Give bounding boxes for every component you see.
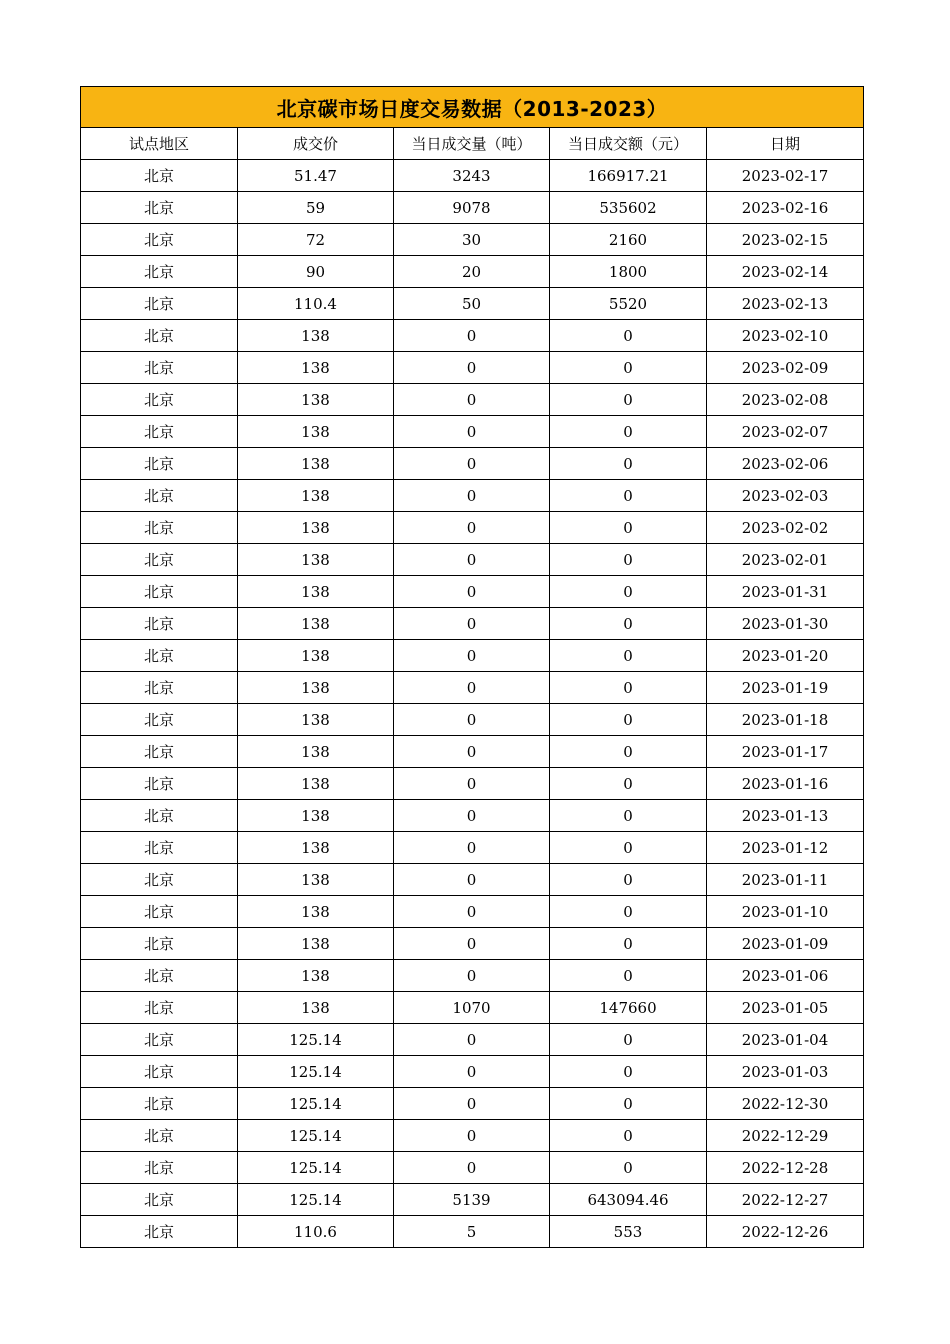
- cell-date: 2023-01-03: [707, 1056, 864, 1088]
- cell-volume: 0: [394, 608, 550, 640]
- cell-date: 2023-02-13: [707, 288, 864, 320]
- cell-date: 2023-01-10: [707, 896, 864, 928]
- table-title: 北京碳市场日度交易数据（2013-2023）: [81, 87, 864, 128]
- cell-price: 138: [238, 960, 394, 992]
- cell-region: 北京: [81, 576, 238, 608]
- cell-volume: 0: [394, 864, 550, 896]
- table-row: [81, 256, 864, 288]
- cell-price: 138: [238, 704, 394, 736]
- cell-region: 北京: [81, 672, 238, 704]
- cell-price: 125.14: [238, 1056, 394, 1088]
- table-row: [81, 832, 864, 864]
- table-row: [81, 352, 864, 384]
- table-row: [81, 1152, 864, 1184]
- table-row: [81, 992, 864, 1024]
- cell-price: 125.14: [238, 1024, 394, 1056]
- cell-amount: 147660: [550, 992, 707, 1024]
- cell-date: 2023-02-10: [707, 320, 864, 352]
- cell-volume: 0: [394, 928, 550, 960]
- cell-volume: 0: [394, 448, 550, 480]
- cell-volume: 0: [394, 384, 550, 416]
- cell-price: 138: [238, 544, 394, 576]
- cell-date: 2023-02-02: [707, 512, 864, 544]
- cell-amount: 166917.21: [550, 160, 707, 192]
- cell-volume: 0: [394, 480, 550, 512]
- table-row: [81, 1088, 864, 1120]
- cell-date: 2023-01-09: [707, 928, 864, 960]
- cell-amount: 0: [550, 736, 707, 768]
- cell-date: 2023-02-15: [707, 224, 864, 256]
- cell-volume: 1070: [394, 992, 550, 1024]
- cell-date: 2023-02-17: [707, 160, 864, 192]
- table-row: [81, 800, 864, 832]
- table-row: [81, 480, 864, 512]
- cell-date: 2023-02-07: [707, 416, 864, 448]
- cell-date: 2023-01-17: [707, 736, 864, 768]
- cell-amount: 0: [550, 672, 707, 704]
- cell-date: 2022-12-29: [707, 1120, 864, 1152]
- cell-amount: 0: [550, 1152, 707, 1184]
- cell-amount: 0: [550, 832, 707, 864]
- table-row: [81, 1024, 864, 1056]
- cell-amount: 0: [550, 896, 707, 928]
- cell-price: 138: [238, 384, 394, 416]
- cell-amount: 553: [550, 1216, 707, 1248]
- cell-date: 2023-02-01: [707, 544, 864, 576]
- cell-amount: 0: [550, 704, 707, 736]
- cell-price: 138: [238, 736, 394, 768]
- cell-price: 125.14: [238, 1184, 394, 1216]
- cell-price: 138: [238, 512, 394, 544]
- cell-date: 2023-01-06: [707, 960, 864, 992]
- cell-date: 2023-02-14: [707, 256, 864, 288]
- header-price: 成交价: [238, 128, 394, 160]
- cell-price: 51.47: [238, 160, 394, 192]
- cell-volume: 0: [394, 576, 550, 608]
- cell-volume: 0: [394, 1152, 550, 1184]
- table-row: [81, 672, 864, 704]
- cell-price: 138: [238, 416, 394, 448]
- cell-amount: 0: [550, 768, 707, 800]
- cell-volume: 0: [394, 1024, 550, 1056]
- cell-price: 110.4: [238, 288, 394, 320]
- table-row: [81, 736, 864, 768]
- cell-volume: 5: [394, 1216, 550, 1248]
- cell-price: 125.14: [238, 1088, 394, 1120]
- cell-region: 北京: [81, 448, 238, 480]
- cell-price: 138: [238, 864, 394, 896]
- table-row: [81, 1216, 864, 1248]
- cell-amount: 0: [550, 352, 707, 384]
- cell-price: 138: [238, 800, 394, 832]
- cell-price: 138: [238, 640, 394, 672]
- cell-region: 北京: [81, 800, 238, 832]
- header-date: 日期: [707, 128, 864, 160]
- cell-volume: 0: [394, 704, 550, 736]
- header-row: [81, 128, 864, 160]
- cell-volume: 0: [394, 640, 550, 672]
- cell-volume: 0: [394, 544, 550, 576]
- cell-date: 2023-01-16: [707, 768, 864, 800]
- cell-region: 北京: [81, 1088, 238, 1120]
- cell-date: 2023-01-30: [707, 608, 864, 640]
- cell-amount: 0: [550, 1120, 707, 1152]
- table-row: [81, 192, 864, 224]
- table-row: [81, 384, 864, 416]
- cell-date: 2023-01-18: [707, 704, 864, 736]
- cell-region: 北京: [81, 1216, 238, 1248]
- cell-price: 138: [238, 768, 394, 800]
- cell-region: 北京: [81, 160, 238, 192]
- cell-price: 138: [238, 672, 394, 704]
- cell-volume: 0: [394, 512, 550, 544]
- table-row: [81, 1056, 864, 1088]
- cell-date: 2023-01-04: [707, 1024, 864, 1056]
- cell-region: 北京: [81, 256, 238, 288]
- table-row: [81, 1184, 864, 1216]
- cell-volume: 0: [394, 736, 550, 768]
- cell-date: 2023-01-19: [707, 672, 864, 704]
- cell-amount: 0: [550, 512, 707, 544]
- cell-region: 北京: [81, 1120, 238, 1152]
- table-row: [81, 960, 864, 992]
- table-row: [81, 224, 864, 256]
- cell-region: 北京: [81, 416, 238, 448]
- cell-price: 138: [238, 480, 394, 512]
- cell-amount: 0: [550, 448, 707, 480]
- cell-volume: 0: [394, 320, 550, 352]
- header-volume: 当日成交量（吨）: [394, 128, 550, 160]
- cell-amount: 0: [550, 928, 707, 960]
- cell-region: 北京: [81, 1056, 238, 1088]
- cell-region: 北京: [81, 480, 238, 512]
- cell-price: 138: [238, 896, 394, 928]
- table-row: [81, 608, 864, 640]
- cell-amount: 0: [550, 320, 707, 352]
- cell-date: 2022-12-28: [707, 1152, 864, 1184]
- cell-region: 北京: [81, 288, 238, 320]
- table-row: [81, 288, 864, 320]
- cell-price: 72: [238, 224, 394, 256]
- cell-date: 2022-12-27: [707, 1184, 864, 1216]
- cell-volume: 0: [394, 672, 550, 704]
- table-row: [81, 512, 864, 544]
- cell-amount: 535602: [550, 192, 707, 224]
- cell-region: 北京: [81, 384, 238, 416]
- cell-region: 北京: [81, 768, 238, 800]
- cell-volume: 0: [394, 800, 550, 832]
- cell-volume: 0: [394, 1120, 550, 1152]
- table-row: [81, 928, 864, 960]
- cell-date: 2023-02-08: [707, 384, 864, 416]
- table-row: [81, 544, 864, 576]
- cell-price: 125.14: [238, 1152, 394, 1184]
- cell-volume: 0: [394, 352, 550, 384]
- table-row: [81, 320, 864, 352]
- cell-amount: 2160: [550, 224, 707, 256]
- table-row: [81, 1120, 864, 1152]
- header-amount: 当日成交额（元）: [550, 128, 707, 160]
- cell-region: 北京: [81, 1184, 238, 1216]
- table-row: [81, 640, 864, 672]
- cell-amount: 0: [550, 384, 707, 416]
- table-row: [81, 576, 864, 608]
- cell-amount: 0: [550, 640, 707, 672]
- cell-amount: 0: [550, 1056, 707, 1088]
- cell-volume: 5139: [394, 1184, 550, 1216]
- cell-region: 北京: [81, 704, 238, 736]
- cell-amount: 0: [550, 864, 707, 896]
- cell-volume: 3243: [394, 160, 550, 192]
- cell-price: 90: [238, 256, 394, 288]
- cell-region: 北京: [81, 960, 238, 992]
- cell-amount: 0: [550, 800, 707, 832]
- cell-date: 2023-02-16: [707, 192, 864, 224]
- table-row: [81, 768, 864, 800]
- cell-amount: 0: [550, 1088, 707, 1120]
- cell-volume: 0: [394, 1088, 550, 1120]
- cell-amount: 0: [550, 960, 707, 992]
- cell-price: 138: [238, 992, 394, 1024]
- cell-region: 北京: [81, 224, 238, 256]
- cell-date: 2023-01-11: [707, 864, 864, 896]
- cell-date: 2023-02-03: [707, 480, 864, 512]
- cell-price: 59: [238, 192, 394, 224]
- cell-amount: 1800: [550, 256, 707, 288]
- cell-amount: 0: [550, 416, 707, 448]
- trade-data-table: [80, 86, 864, 1248]
- table-row: [81, 160, 864, 192]
- cell-volume: 0: [394, 1056, 550, 1088]
- cell-date: 2023-01-31: [707, 576, 864, 608]
- cell-region: 北京: [81, 352, 238, 384]
- cell-region: 北京: [81, 896, 238, 928]
- cell-volume: 20: [394, 256, 550, 288]
- table-row: [81, 896, 864, 928]
- table-row: [81, 448, 864, 480]
- cell-price: 138: [238, 608, 394, 640]
- cell-region: 北京: [81, 1024, 238, 1056]
- table-body: [81, 160, 864, 1248]
- header-region: 试点地区: [81, 128, 238, 160]
- cell-amount: 0: [550, 608, 707, 640]
- cell-region: 北京: [81, 608, 238, 640]
- cell-date: 2023-02-06: [707, 448, 864, 480]
- cell-region: 北京: [81, 320, 238, 352]
- cell-date: 2022-12-26: [707, 1216, 864, 1248]
- cell-amount: 643094.46: [550, 1184, 707, 1216]
- cell-date: 2023-02-09: [707, 352, 864, 384]
- cell-region: 北京: [81, 640, 238, 672]
- cell-region: 北京: [81, 544, 238, 576]
- cell-region: 北京: [81, 512, 238, 544]
- cell-volume: 30: [394, 224, 550, 256]
- cell-amount: 0: [550, 1024, 707, 1056]
- cell-date: 2023-01-12: [707, 832, 864, 864]
- cell-amount: 0: [550, 576, 707, 608]
- cell-region: 北京: [81, 1152, 238, 1184]
- cell-volume: 9078: [394, 192, 550, 224]
- cell-price: 138: [238, 320, 394, 352]
- cell-date: 2023-01-20: [707, 640, 864, 672]
- cell-date: 2023-01-05: [707, 992, 864, 1024]
- cell-amount: 0: [550, 544, 707, 576]
- title-row: [81, 87, 864, 128]
- cell-volume: 50: [394, 288, 550, 320]
- cell-volume: 0: [394, 832, 550, 864]
- cell-region: 北京: [81, 832, 238, 864]
- table-row: [81, 864, 864, 896]
- cell-volume: 0: [394, 896, 550, 928]
- cell-region: 北京: [81, 736, 238, 768]
- table-row: [81, 704, 864, 736]
- cell-date: 2022-12-30: [707, 1088, 864, 1120]
- cell-region: 北京: [81, 928, 238, 960]
- cell-price: 138: [238, 928, 394, 960]
- cell-price: 138: [238, 832, 394, 864]
- cell-price: 138: [238, 448, 394, 480]
- cell-amount: 5520: [550, 288, 707, 320]
- cell-region: 北京: [81, 992, 238, 1024]
- cell-region: 北京: [81, 864, 238, 896]
- cell-volume: 0: [394, 416, 550, 448]
- cell-volume: 0: [394, 960, 550, 992]
- cell-date: 2023-01-13: [707, 800, 864, 832]
- cell-price: 138: [238, 352, 394, 384]
- cell-volume: 0: [394, 768, 550, 800]
- cell-region: 北京: [81, 192, 238, 224]
- table-row: [81, 416, 864, 448]
- cell-amount: 0: [550, 480, 707, 512]
- cell-price: 138: [238, 576, 394, 608]
- cell-price: 125.14: [238, 1120, 394, 1152]
- cell-price: 110.6: [238, 1216, 394, 1248]
